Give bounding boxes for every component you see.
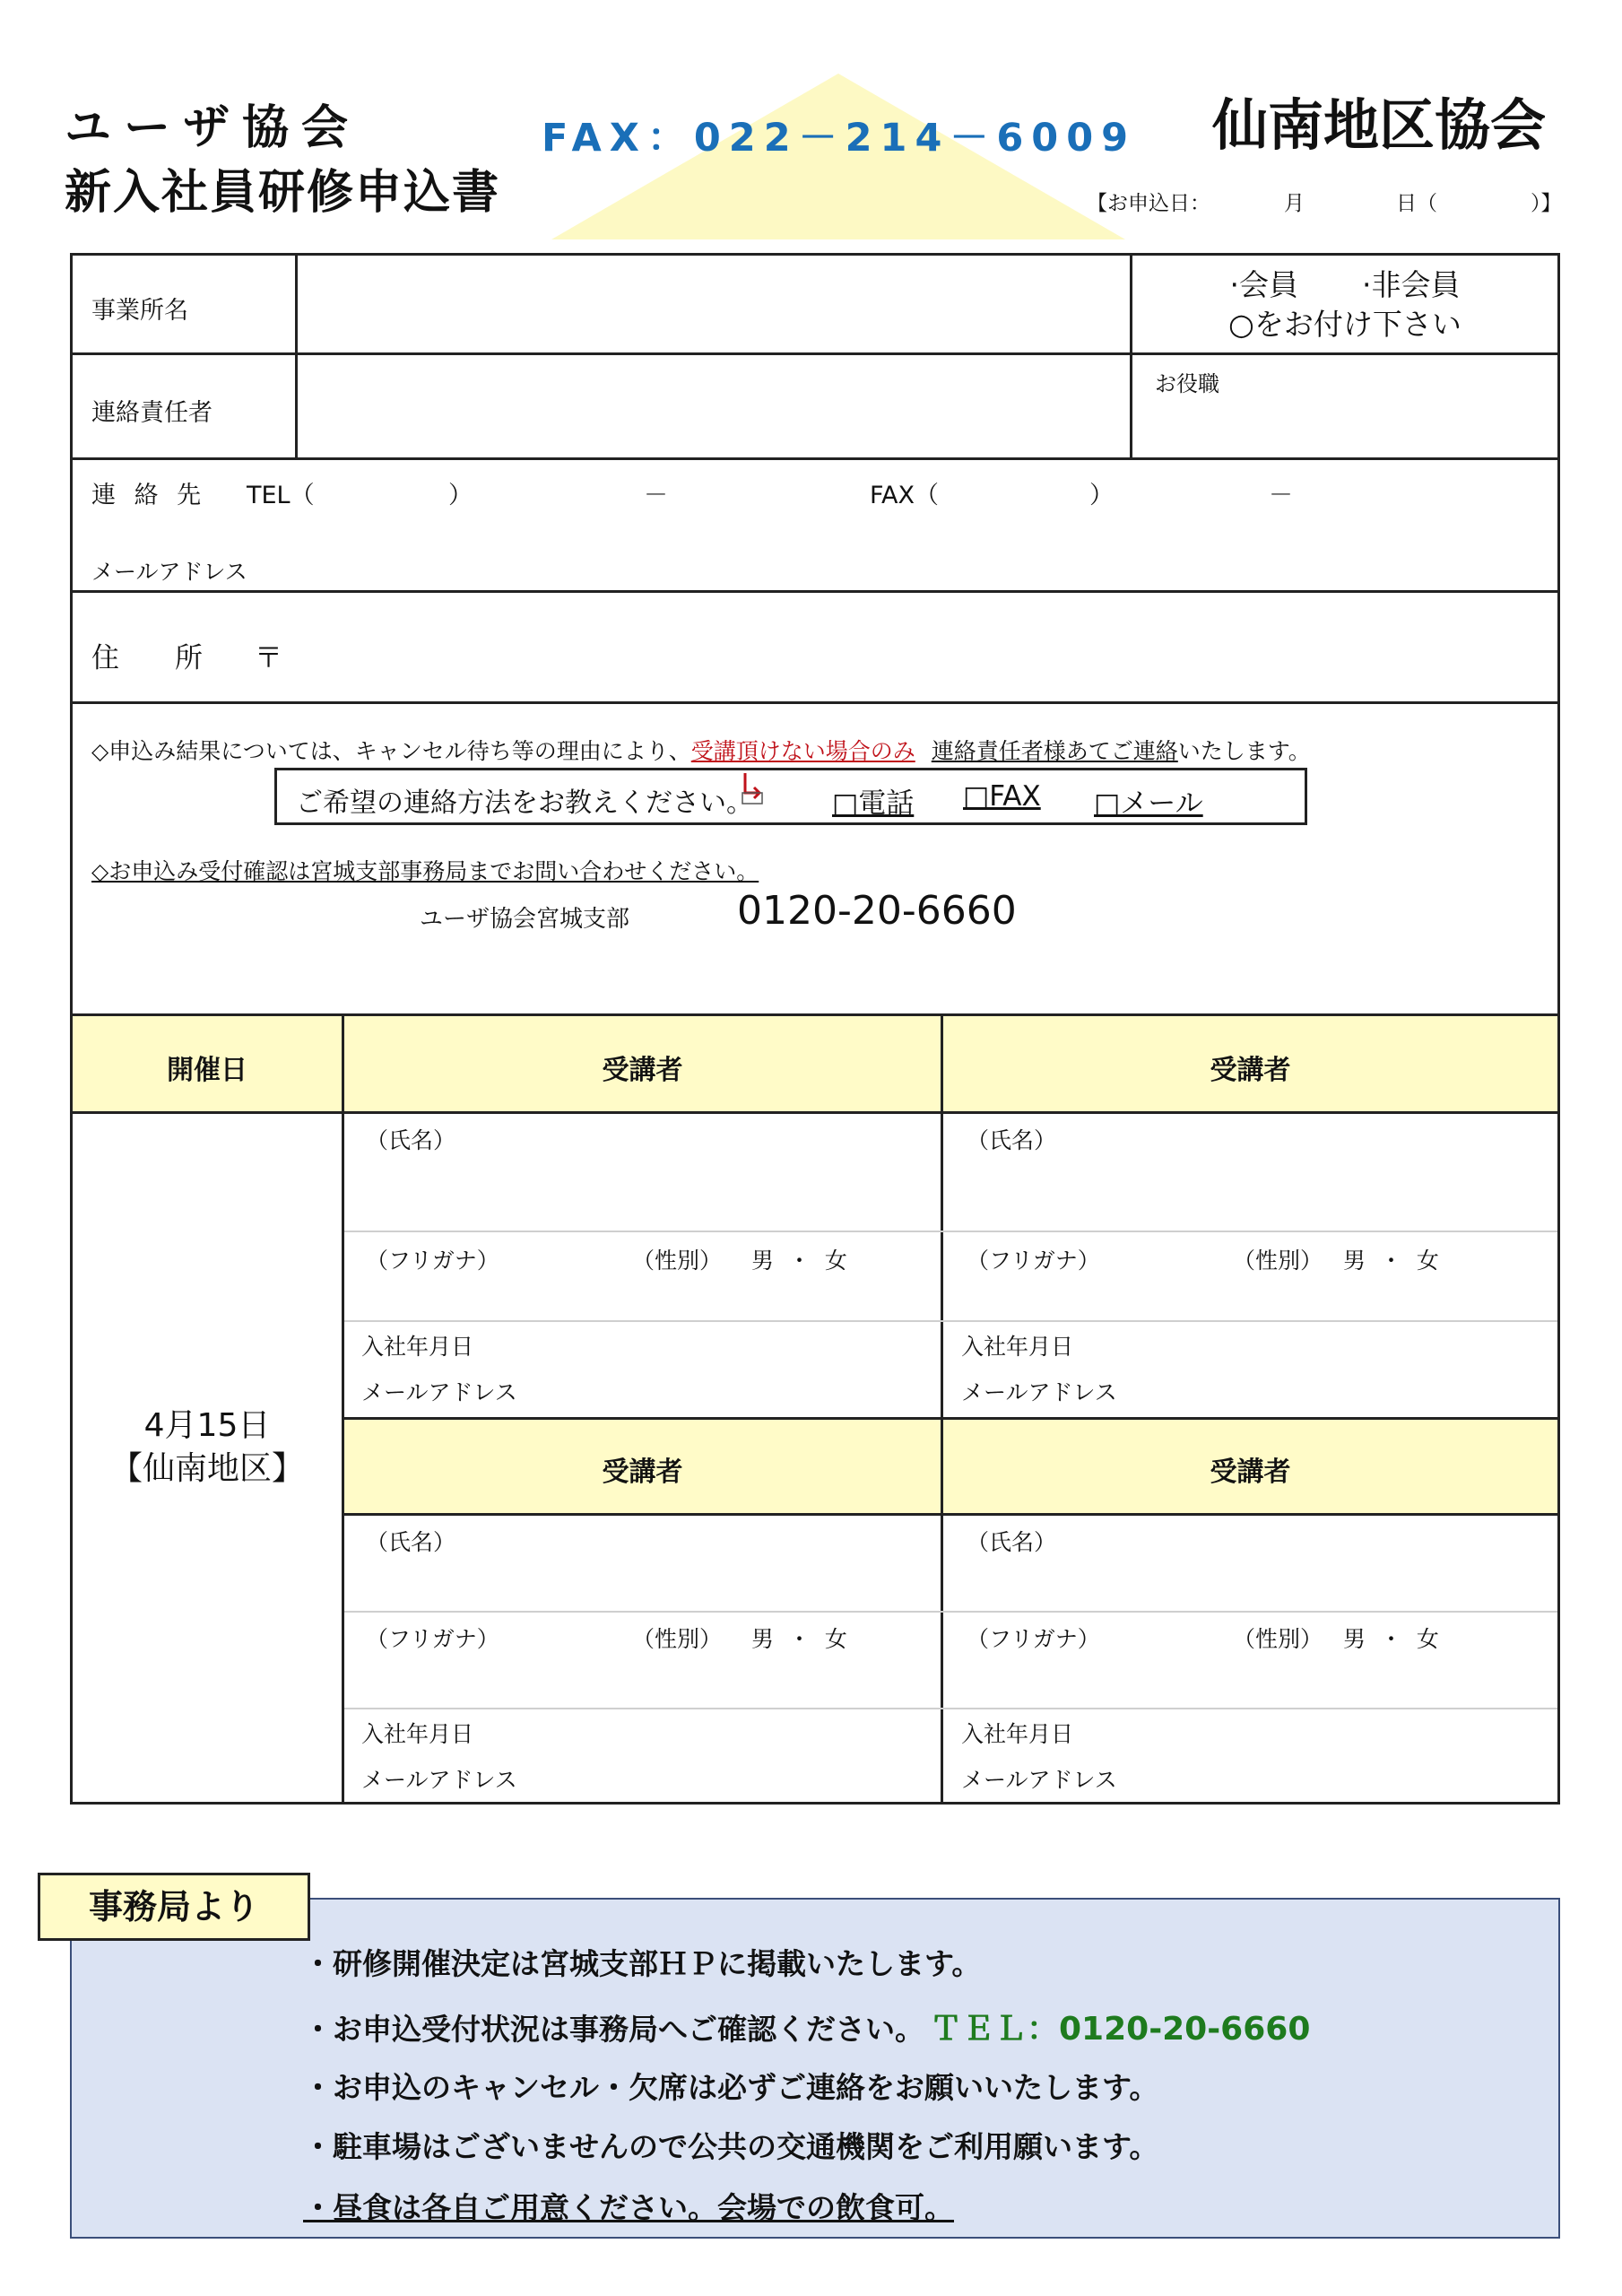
attendee1-name-field[interactable] (344, 1157, 941, 1229)
form-title: 新入社員研修申込書 (65, 166, 501, 220)
fax-label: FAX（ (870, 482, 940, 509)
attendee3-name-field[interactable] (344, 1559, 941, 1609)
branch-name: ユーザ協会宮城支部 (420, 906, 630, 933)
attendee3-gender-label: （性別） (632, 1626, 723, 1652)
region-title: 仙南地区協会 (1212, 92, 1547, 158)
contact-method-phone-checkbox[interactable]: □電話 (832, 787, 915, 820)
table-header-attendee-4: 受講者 (1210, 1457, 1291, 1488)
result-notice: ◇申込み結果については、キャンセル待ち等の理由により、受講頂けない場合のみ 連絡責任者様あてご連絡いたします。 (91, 738, 1311, 764)
event-date-value: 4月15日 (143, 1407, 271, 1444)
attendee1-join-date-label: 入社年月日 (361, 1334, 474, 1360)
attendee3-gender-options[interactable]: 男 ・ 女 (751, 1626, 847, 1652)
org-name: ユーザ協会 (65, 101, 361, 155)
office-note-1: ・研修開催決定は宮城支部ＨＰに掲載いたします。 (303, 1946, 982, 1981)
attendee4-kana-label: （フリガナ） (967, 1626, 1100, 1652)
contact-method-prompt: ご希望の連絡方法をお教えください。 (296, 787, 753, 819)
apply-date-month: 月 (1284, 192, 1305, 215)
contact-label: 連 絡 先 (91, 482, 207, 509)
contact-person-label: 連絡責任者 (91, 399, 213, 427)
company-name-label: 事業所名 (91, 297, 188, 325)
attendee4-join-date-label: 入社年月日 (961, 1721, 1074, 1747)
attendee1-kana-label: （フリガナ） (366, 1248, 499, 1274)
office-note-3: ・お申込のキャンセル・欠席は必ずご連絡をお願いいたします。 (303, 2070, 1159, 2105)
tel-dash: － (644, 482, 668, 509)
non-member-option[interactable]: ·非会員 (1362, 267, 1461, 302)
attendee3-name-label: （氏名） (366, 1529, 456, 1555)
attendee4-name-field[interactable] (943, 1559, 1557, 1609)
office-note-5: ・昼食は各自ご用意ください。会場での飲食可。 (303, 2190, 954, 2225)
company-name-field[interactable] (299, 257, 1128, 351)
membership-option[interactable] (1132, 265, 1557, 344)
contact-person-field[interactable] (299, 356, 1128, 456)
tel-label: TEL（ (247, 482, 315, 509)
member-note: ○をお付け下さい (1228, 307, 1462, 342)
apply-date (1087, 187, 1562, 216)
attendee2-gender-options[interactable]: 男 ・ 女 (1343, 1248, 1439, 1274)
event-region-value: 【仙南地区】 (109, 1450, 304, 1487)
position-label: お役職 (1155, 371, 1219, 396)
attendee1-name-label: （氏名） (366, 1127, 456, 1153)
attendee3-kana-label: （フリガナ） (366, 1626, 499, 1652)
fax-number: FAX：022－214－6009 (542, 116, 1137, 161)
attendee3-join-date-label: 入社年月日 (361, 1721, 474, 1747)
email-label: メールアドレス (91, 559, 247, 585)
attendee2-name-label: （氏名） (967, 1127, 1057, 1153)
attendee4-gender-options[interactable]: 男 ・ 女 (1343, 1626, 1439, 1652)
event-date (73, 1405, 342, 1491)
attendee1-email-label: メールアドレス (361, 1379, 517, 1405)
office-note-4: ・駐車場はございませんので公共の交通機関をご利用願います。 (303, 2129, 1159, 2164)
attendee2-email-label: メールアドレス (961, 1379, 1117, 1405)
attendee2-gender-label: （性別） (1233, 1248, 1323, 1274)
fax-dash: － (1269, 482, 1293, 509)
attendee4-email-label: メールアドレス (961, 1767, 1117, 1793)
office-tel: ＴＥＬ：0120-20-6660 (930, 2011, 1311, 2048)
attendee2-kana-label: （フリガナ） (967, 1248, 1100, 1274)
apply-date-day: 日（ (1396, 192, 1437, 215)
postal-mark: 〒 (255, 642, 282, 674)
attendee3-email-label: メールアドレス (361, 1767, 517, 1793)
attendee2-name-field[interactable] (943, 1157, 1557, 1229)
office-note-2: ・お申込受付状況は事務局へご確認ください。 ＴＥＬ：0120-20-6660 (303, 2011, 1311, 2048)
apply-date-close: ）】 (1531, 192, 1562, 215)
table-header-attendee-2: 受講者 (1210, 1055, 1291, 1086)
attendee2-join-date-label: 入社年月日 (961, 1334, 1074, 1360)
table-header-date: 開催日 (167, 1055, 247, 1086)
pointer-mark-icon (740, 770, 767, 805)
table-header-attendee-1: 受講者 (602, 1055, 683, 1086)
attendee4-name-label: （氏名） (967, 1529, 1057, 1555)
attendee1-gender-options[interactable]: 男 ・ 女 (751, 1248, 847, 1274)
branch-phone: 0120-20-6660 (737, 888, 1017, 934)
attendee1-gender-label: （性別） (632, 1248, 723, 1274)
contact-method-mail-checkbox[interactable]: □メール (1094, 787, 1203, 820)
fax-close-paren: ） (1089, 482, 1114, 509)
tel-close-paren: ） (448, 482, 473, 509)
member-option[interactable]: ·会員 (1229, 267, 1298, 302)
apply-date-label: 【お申込日： (1087, 192, 1210, 215)
table-header-attendee-3: 受講者 (602, 1457, 683, 1488)
attendee4-gender-label: （性別） (1233, 1626, 1323, 1652)
address-label: 住 所 (91, 642, 203, 674)
contact-method-fax-checkbox[interactable]: □FAX (963, 780, 1041, 813)
office-notes-tab: 事務局より (38, 1873, 310, 1941)
notice-red-text: 受講頂けない場合のみ (690, 738, 915, 764)
address-field[interactable] (287, 596, 1542, 699)
confirmation-notice: ◇お申込み受付確認は宮城支部事務局までお問い合わせください。 (91, 858, 759, 884)
